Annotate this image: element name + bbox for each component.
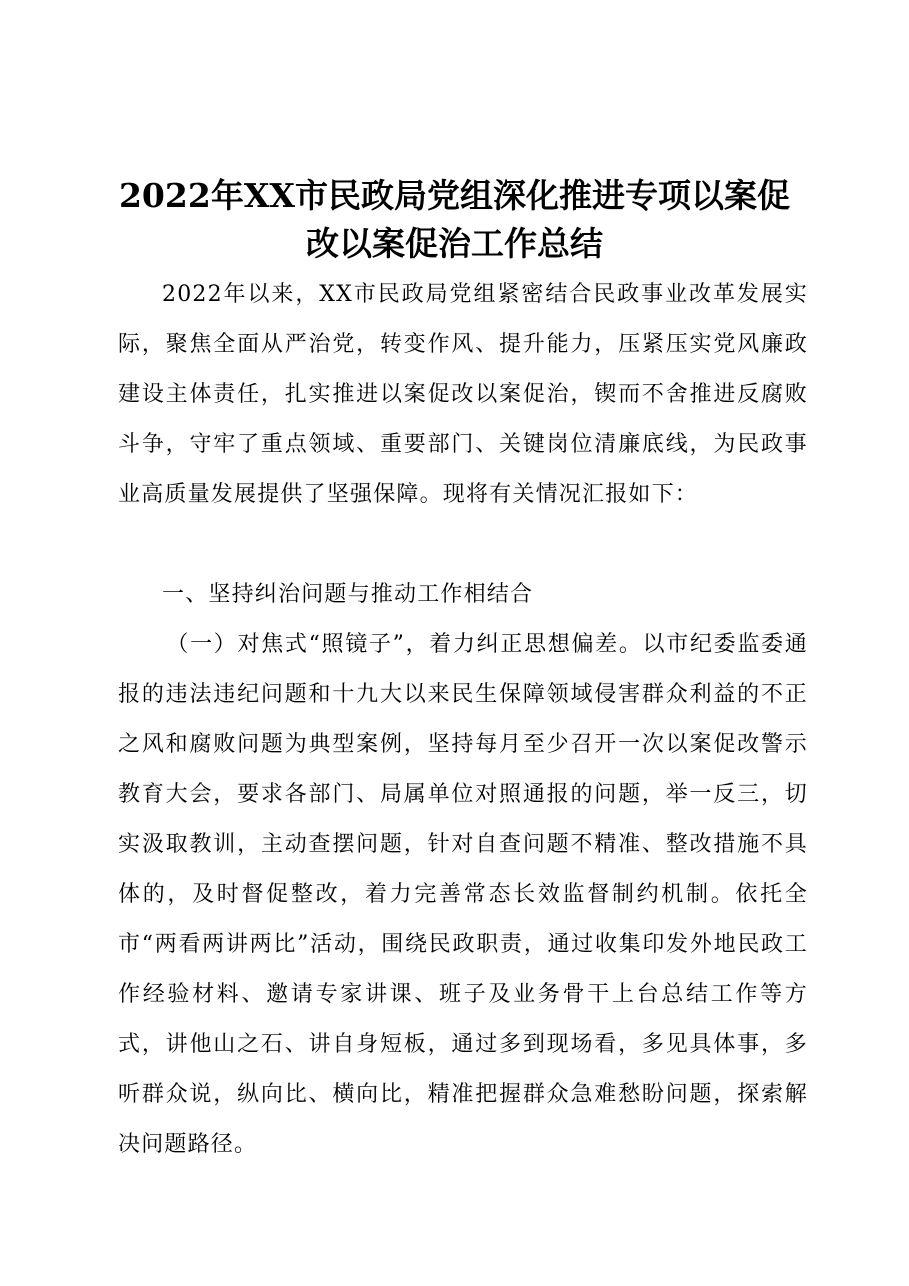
section-heading: 一、坚持纠治问题与推动工作相结合 (162, 582, 534, 607)
document-title-line1: 2022年XX市民政局党组深化推进专项以案促 (118, 176, 791, 215)
intro-paragraph: 2022年以来，XX市民政局党组紧密结合民政事业改革发展实际，聚焦全面从严治党，转变作风、提升能力，压紧压实党风廉政建设主体责任，扎实推进以案促改以案促治，锲而不舍推进反腐败斗争，守牢了重点领域、重要部门、关键岗位清廉底线，为民政事业高质量发展提供了坚强保障。现将有关情况汇报如下： (118, 282, 808, 507)
document-title-line2: 改以案促治工作总结 (306, 224, 603, 263)
section-paragraph: （一）对焦式“照镜子”，着力纠正思想偏差。以市纪委监委通报的违法违纪问题和十九大以来民生保障领域侵害群众利益的不正之风和腐败问题为典型案例，坚持每月至少召开一次以案促改警示教育大会，要求各部门、局属单位对照通报的问题，举一反三，切实汲取教训，主动查摆问题，针对自查问题不精准、整改措施不具体的，及时督促整改，着力完善常态长效监督制约机制。依托全市“两看两讲两比”活动，围绕民政职责，通过收集印发外地民政工作经验材料、邀请专家讲课、班子及业务骨干上台总结工作等方式，讲他山之石、讲自身短板，通过多到现场看，多见具体事，多听群众说，纵向比、横向比，精准把握群众急难愁盼问题，探索解决问题路径。 (118, 632, 808, 1157)
